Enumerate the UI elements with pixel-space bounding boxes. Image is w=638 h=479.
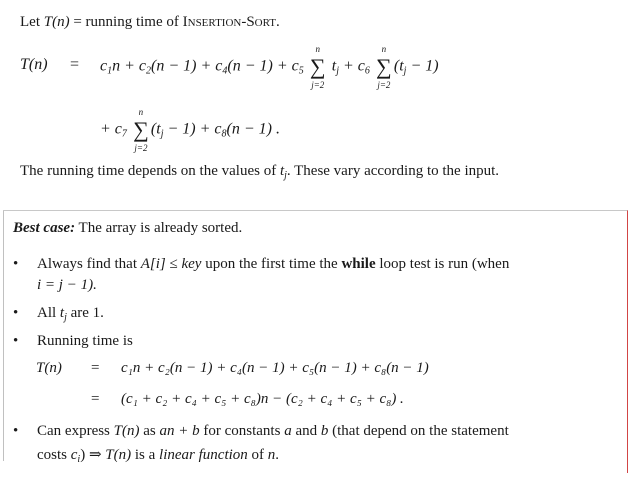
bullet-dot: •: [13, 423, 19, 439]
equation1-rhs: $c_1n + c_2(n - 1) + c_4(n - 1) + c_5$ n ∑ j=2 $t_j + c_6$ n ∑ j=2 $(t_j - 1)$: [100, 44, 439, 90]
bullet-dot: •: [13, 256, 19, 272]
left-edge-line: [3, 211, 4, 461]
summation-symbol: n ∑ j=2: [376, 44, 392, 90]
running-time-paragraph: The running time depends on the values of $t_j$. These vary according to the input.: [20, 163, 500, 181]
algorithm-name: Insertion-Sort: [182, 14, 277, 30]
equation2-lhs: T(n): [36, 360, 62, 376]
best-case-heading: Best case: The array is already sorted.: [13, 220, 243, 236]
equation1-lhs: T(n): [20, 56, 48, 73]
equation2-equals: =: [91, 360, 100, 376]
equation2-rhs-line1: c₁n + c₂(n − 1) + c₄(n − 1) + c₅(n − 1) + c₈(n − 1): [121, 360, 429, 376]
best-case-section: Best case: The array is already sorted. • Always find that A[i] ≤ key upon the first time the while loop test is run (when i = j − 1). • All $t_j$ are 1. • Running time is T(n) = c₁n + c₂(n − 1) + c₄(n − 1) + c₅(n − 1) + c₈(n − 1) = (c₁ + c₂ + c₄ + c₅ + c₈)n − (c₂ + c₄ + c₅ + c₈) . • Can express T(n) as an + b for constants a and b (that depend on the statement costs $c_i$) ⇒ T(n) is a linear function of n.: [3, 210, 628, 473]
equation1-row2: + $c_7$ n ∑ j=2 $(t_j - 1) + c_8(n - 1)$ .: [100, 107, 280, 153]
bullet-dot: •: [13, 333, 19, 349]
bullet-dot: •: [13, 305, 19, 321]
summation-symbol: n ∑ j=2: [133, 107, 149, 153]
equation2-rhs-line2: (c₁ + c₂ + c₄ + c₅ + c₈)n − (c₂ + c₄ + c₅ + c₈) .: [121, 391, 404, 407]
equation1-equals: =: [70, 56, 80, 73]
summation-symbol: n ∑ j=2: [309, 44, 326, 90]
equation2-equals-2: =: [91, 391, 100, 407]
intro-line: Let T(n) = running time of Insertion-Sort.: [20, 14, 280, 30]
